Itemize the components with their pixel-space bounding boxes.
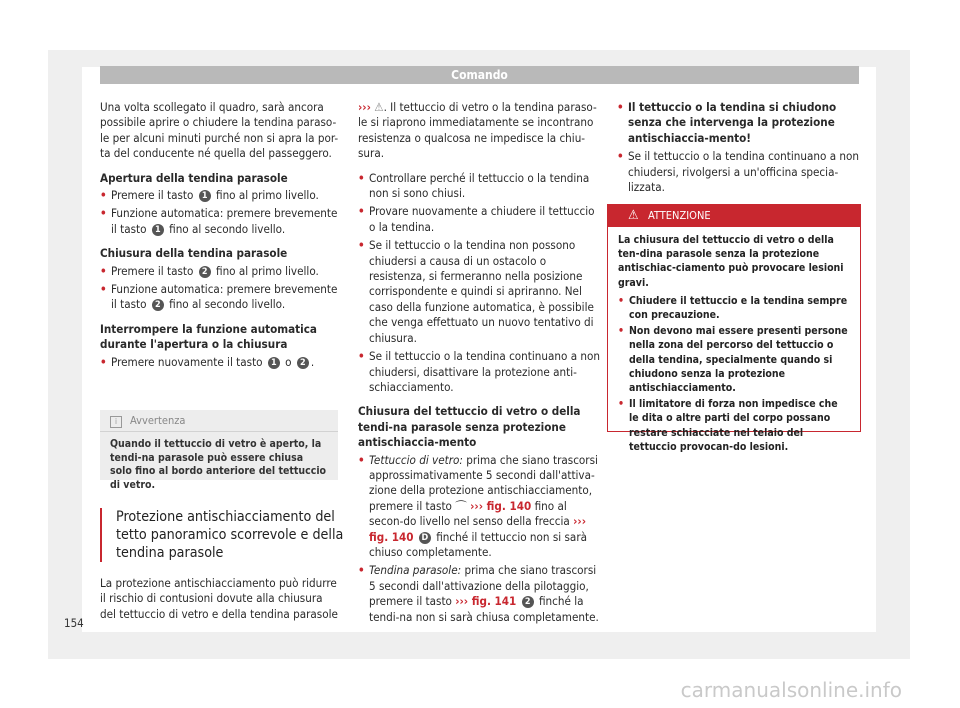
key-badge: 2 [297,357,309,369]
warning-icon: ⚠ [374,100,384,114]
note-box [100,410,338,491]
list-item: • Non devono mai essere presenti persone nella zona del percorso del tettuccio o della tendina, specialmente quando si chiudono senza la protezione antischiacciamento. [618,324,850,395]
intro-paragraph: Una volta scollegato il quadro, sarà ancora possibile aprire o chiudere la tendina paraso-le per alcuni minuti purché non si apra la por-ta del conducente né quella del passeggero. [100,100,339,161]
list-item: • Chiudere il tettuccio e la tendina sempre con precauzione. [618,294,850,322]
list-item: • Se il tettuccio o la tendina non possono chiudersi a causa di un ostacolo o resistenza, si fermeranno nella posizione corrispondente e quindi si apriranno. Nel caso della funzione automatica, è possibile che venga effettuato un nuovo tentativo di chiusura. [358,238,602,346]
disable-heading: Chiusura del tettuccio di vetro o della tendi-na parasole senza protezione antischiaccia-mento [358,404,581,450]
interrupt-heading: Interrompere la funzione automatica durante l'apertura o la chiusura [100,321,317,352]
page-number: 154 [64,616,84,630]
column-2 [358,100,602,628]
list-item: • Se il tettuccio o la tendina continuano a non chiudersi, rivolgersi a un'officina specia-lizzata. [617,149,859,195]
list-item: • Premere il tasto 2 fino al primo livello. [100,264,340,279]
warning-box [607,204,861,453]
list-item: • Il limitatore di forza non impedisce che le dita o altre parti del corpo possano restare schiacciate nel telaio del tettuccio provocan-do lesioni. [618,397,850,454]
list-item: • Tettuccio di vetro: prima che siano trascorsi approssimativamente 5 secondi dall'attiva-zione della protezione antischiacciamento, premere il tasto ⌒ ››› fig. 140 fino al secon-do livello nel senso della freccia ››› fig. 140 D finché il tettuccio non si sarà chiuso completamente. [358,453,602,561]
key-badge: 2 [152,299,164,311]
info-icon: i [110,416,122,428]
warning-header: ⚠ ATTENZIONE [608,205,860,227]
list-item: • Provare nuovamente a chiudere il tettuccio o la tendina. [358,204,602,235]
note-body: Quando il tettuccio di vetro è aperto, la tendi-na parasole può essere chiusa solo fino al bordo anteriore del tettuccio di vetro. [110,438,327,491]
watermark: carmanualsonline.info [680,678,902,702]
key-badge: D [419,532,431,544]
column-3 [617,100,859,198]
warning-body: La chiusura del tettuccio di vetro o della ten-dina parasole senza la protezione antischiac-ciamento può provocare lesioni gravi. • Chiudere il tettuccio e la tendina sempre con precauzione. • Non devono mai essere presenti persone nella zona del percorso del tettuccio o della tendina, specialmente quando si chiudono senza la protezione antischiacciamento. • Il limitatore di forza non impedisce che le dita o altre parti del corpo possano restare schiacciate nel telaio del tettuccio provocan-do lesioni. [608,227,860,454]
note-header: i Avvertenza [100,410,338,432]
continuation-paragraph: ››› ⚠. Il tettuccio di vetro o la tendina paraso-le si riaprono immediatamente se incontrano resistenza o qualcosa ne impedisce la chiu-sura. [358,100,597,161]
list-item: • Premere nuovamente il tasto 1 o 2 . [100,355,340,370]
key-badge: 1 [152,224,164,236]
list-item: • Il tettuccio o la tendina si chiudono senza che intervenga la protezione antischiaccia-mento! [617,100,859,146]
list-item: • Funzione automatica: premere brevemente il tasto 1 fino al secondo livello. [100,206,340,237]
figure-link[interactable]: ››› fig. 140 [470,498,532,513]
figure-link[interactable]: ››› fig. 140 [369,514,586,544]
warning-triangle-icon: ⚠ [628,208,639,223]
list-item: • Tendina parasole: prima che siano trascorsi 5 secondi dall'attivazione della pilotaggio, premere il tasto ››› fig. 141 2 finché la tendi-na non si sarà chiusa completamente. [358,563,602,625]
roof-key-icon: ⌒ [455,498,467,513]
list-item: • Se il tettuccio o la tendina continuano a non chiudersi, disattivare la protezione anti-schiacciamento. [358,349,602,395]
section-body: La protezione antischiacciamento può ridurre il rischio di contusioni dovute alla chiusura del tettuccio di vetro e della tendina parasole [100,576,338,621]
close-heading: Chiusura della tendina parasole [100,246,288,261]
key-badge: 2 [199,266,211,278]
column-1 [100,100,340,373]
list-item: • Funzione automatica: premere brevemente il tasto 2 fino al secondo livello. [100,282,340,313]
ref-arrows: ››› [358,100,371,114]
page-header: Comando [100,66,859,84]
list-item: • Premere il tasto 1 fino al primo livello. [100,188,340,203]
figure-link[interactable]: ››› fig. 141 [455,594,517,609]
section-title: Protezione antischiacciamento del tetto panoramico scorrevole e della tendina parasole [100,508,354,562]
key-badge: 1 [268,357,280,369]
list-item: • Controllare perché il tettuccio o la tendina non si sono chiusi. [358,171,602,202]
open-heading: Apertura della tendina parasole [100,170,288,185]
key-badge: 2 [522,596,534,608]
key-badge: 1 [199,190,211,202]
